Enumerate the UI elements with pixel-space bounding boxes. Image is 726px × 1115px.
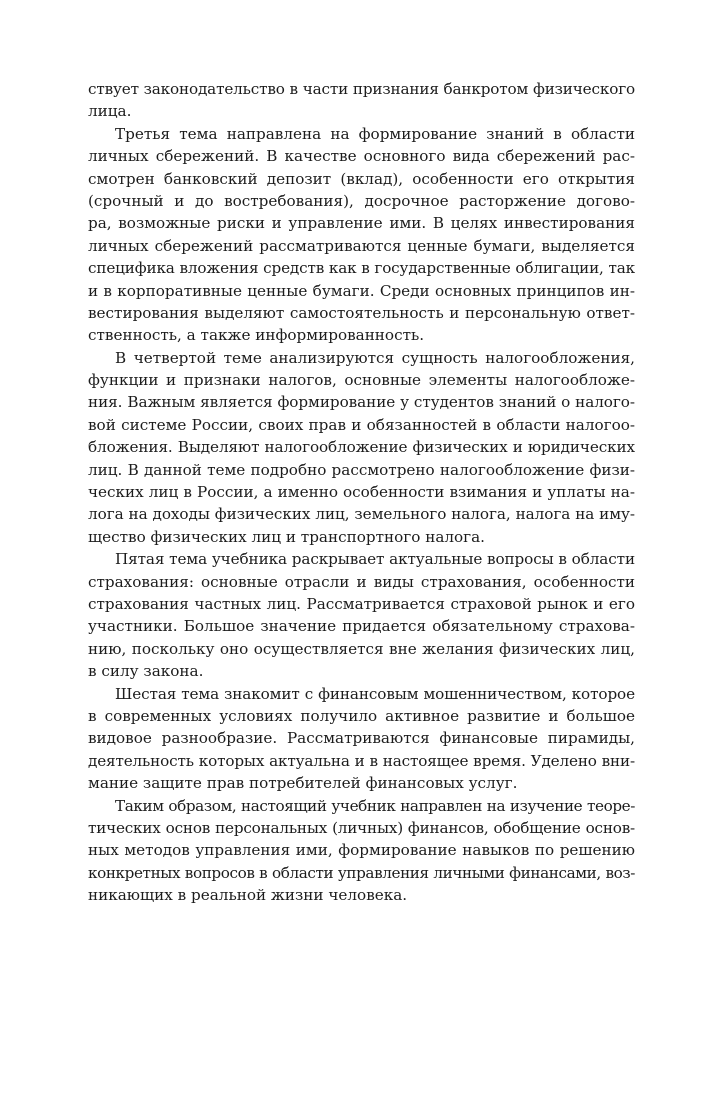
text-line: В четвертой теме анализируются сущность налогообложения,	[115, 348, 635, 367]
document-page	[88, 78, 635, 906]
text-line: щество физических лиц и транспортного налога.	[88, 527, 486, 546]
text-line: тических основ персональных (личных) финансов, обобщение основ-	[88, 818, 635, 837]
text-line: ствует законодательство в части признания банкротом физического	[88, 80, 635, 98]
paragraph	[88, 683, 635, 795]
text-line: ственность, а также информированность.	[88, 326, 425, 345]
text-line: бложения. Выделяют налогообложение физических и юридических	[88, 438, 635, 457]
text-line: и в корпоративные ценные бумаги. Среди основных принципов ин-	[88, 281, 635, 300]
text-line: страхования частных лиц. Рассматривается страховой рынок и его	[88, 594, 635, 613]
paragraph	[88, 78, 635, 123]
text-line: личных сбережений. В качестве основного вида сбережений рас-	[88, 147, 635, 166]
text-line: лица.	[88, 102, 132, 121]
paragraph	[88, 548, 635, 682]
text-line: смотрен банковский депозит (вклад), особенности его открытия	[88, 169, 635, 188]
text-line: Третья тема направлена на формирование знаний в области	[115, 124, 635, 143]
text-line: Пятая тема учебника раскрывает актуальные вопросы в области	[115, 550, 635, 569]
paragraph	[88, 347, 635, 549]
text-line: ния. Важным является формирование у студентов знаний о налого-	[88, 393, 635, 412]
text-line: специфика вложения средств как в государственные облигации, так	[88, 259, 635, 278]
text-line: ческих лиц в России, а именно особенности взимания и уплаты на-	[88, 483, 635, 502]
paragraph	[88, 795, 635, 907]
text-line: Шестая тема знакомит с финансовым мошенничеством, которое	[115, 684, 635, 703]
text-line: лиц. В данной теме подробно рассмотрено налогообложение физи-	[88, 460, 635, 479]
text-line: вестирования выделяют самостоятельность и персональную ответ-	[88, 303, 635, 322]
text-line: конкретных вопросов в области управления личными финансами, воз-	[88, 863, 635, 882]
text-line: (срочный и до востребования), досрочное расторжение догово-	[88, 191, 635, 210]
text-line: лога на доходы физических лиц, земельного налога, налога на иму-	[88, 505, 635, 524]
text-line: в силу закона.	[88, 662, 204, 681]
text-line: ных методов управления ими, формирование навыков по решению	[88, 841, 635, 860]
text-line: функции и признаки налогов, основные элементы налогообложе-	[88, 371, 635, 390]
paragraph	[88, 123, 635, 347]
text-line: в современных условиях получило активное развитие и большое	[88, 706, 635, 725]
text-line: деятельность которых актуальна и в настоящее время. Уделено вни-	[88, 751, 635, 770]
text-line: страхования: основные отрасли и виды страхования, особенности	[88, 572, 635, 591]
text-line: личных сбережений рассматриваются ценные бумаги, выделяется	[88, 236, 635, 255]
text-line: Таким образом, настоящий учебник направлен на изучение теоре-	[115, 796, 635, 815]
text-line: видовое разнообразие. Рассматриваются финансовые пирамиды,	[88, 729, 635, 748]
text-line: никающих в реальной жизни человека.	[88, 886, 408, 905]
text-line: мание защите прав потребителей финансовых услуг.	[88, 774, 518, 793]
text-line: нию, поскольку оно осуществляется вне желания физических лиц,	[88, 639, 635, 658]
text-line: участники. Большое значение придается обязательному страхова-	[88, 617, 635, 636]
text-line: ра, возможные риски и управление ими. В целях инвестирования	[88, 214, 635, 233]
text-line: вой системе России, своих прав и обязанностей в области налогоо-	[88, 415, 635, 434]
